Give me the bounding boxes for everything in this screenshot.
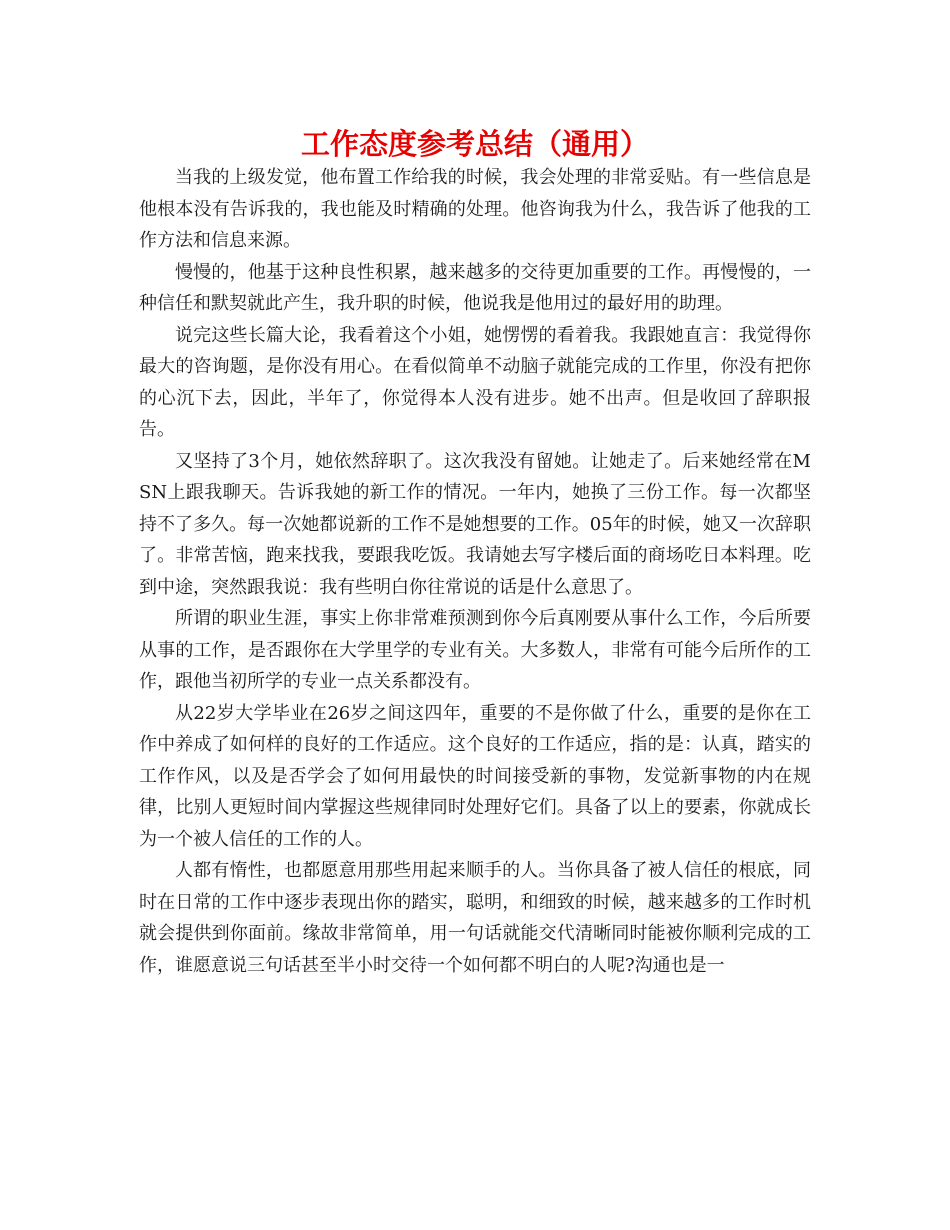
paragraph: 说完这些长篇大论，我看着这个小姐，她愣愣的看着我。我跟她直言：我觉得你最大的咨询题，是你没有用心。在看似简单不动脑子就能完成的工作里，你没有把你的心沉下去，因此，半年了，你觉得本人没有进步。她不出声。但是收回了辞职报告。 [139,324,811,440]
document-title: 工作态度参考总结（通用） [300,127,649,161]
paragraph: 当我的上级发觉，他布置工作给我的时候，我会处理的非常妥贴。有一些信息是他根本没有告诉我的，我也能及时精确的处理。他咨询我为什么，我告诉了他我的工作方法和信息来源。 [139,167,811,251]
paragraph: 慢慢的，他基于这种良性积累，越来越多的交待更加重要的工作。再慢慢的，一种信任和默契就此产生，我升职的时候，他说我是他用过的最好用的助理。 [139,261,811,314]
document-body [139,162,811,981]
paragraph: 又坚持了3个月，她依然辞职了。这次我没有留她。让她走了。后来她经常在MSN上跟我聊天。告诉我她的新工作的情况。一年内，她换了三份工作。每一次都坚持不了多久。每一次她都说新的工作不是她想要的工作。05年的时候，她又一次辞职了。非常苦恼，跑来找我，要跟我吃饭。我请她去写字楼后面的商场吃日本料理。吃到中途，突然跟我说：我有些明白你往常说的话是什么意思了。 [139,450,811,598]
paragraph: 从22岁大学毕业在26岁之间这四年，重要的不是你做了什么，重要的是你在工作中养成了如何样的良好的工作适应。这个良好的工作适应，指的是：认真，踏实的工作作风，以及是否学会了如何用最快的时间接受新的事物，发觉新事物的内在规律，比别人更短时间内掌握这些规律同时处理好它们。具备了以上的要素，你就成长为一个被人信任的工作的人。 [139,702,811,850]
paragraph: 所谓的职业生涯，事实上你非常难预测到你今后真刚要从事什么工作，今后所要从事的工作，是否跟你在大学里学的专业有关。大多数人，非常有可能今后所作的工作，跟他当初所学的专业一点关系都没有。 [139,608,811,692]
paragraph: 人都有惰性，也都愿意用那些用起来顺手的人。当你具备了被人信任的根底，同时在日常的工作中逐步表现出你的踏实，聪明，和细致的时候，越来越多的工作时机就会提供到你面前。缘故非常简单，用一句话就能交代清晰同时能被你顺利完成的工作，谁愿意说三句话甚至半小时交待一个如何都不明白的人呢?沟通也是一 [139,860,811,976]
